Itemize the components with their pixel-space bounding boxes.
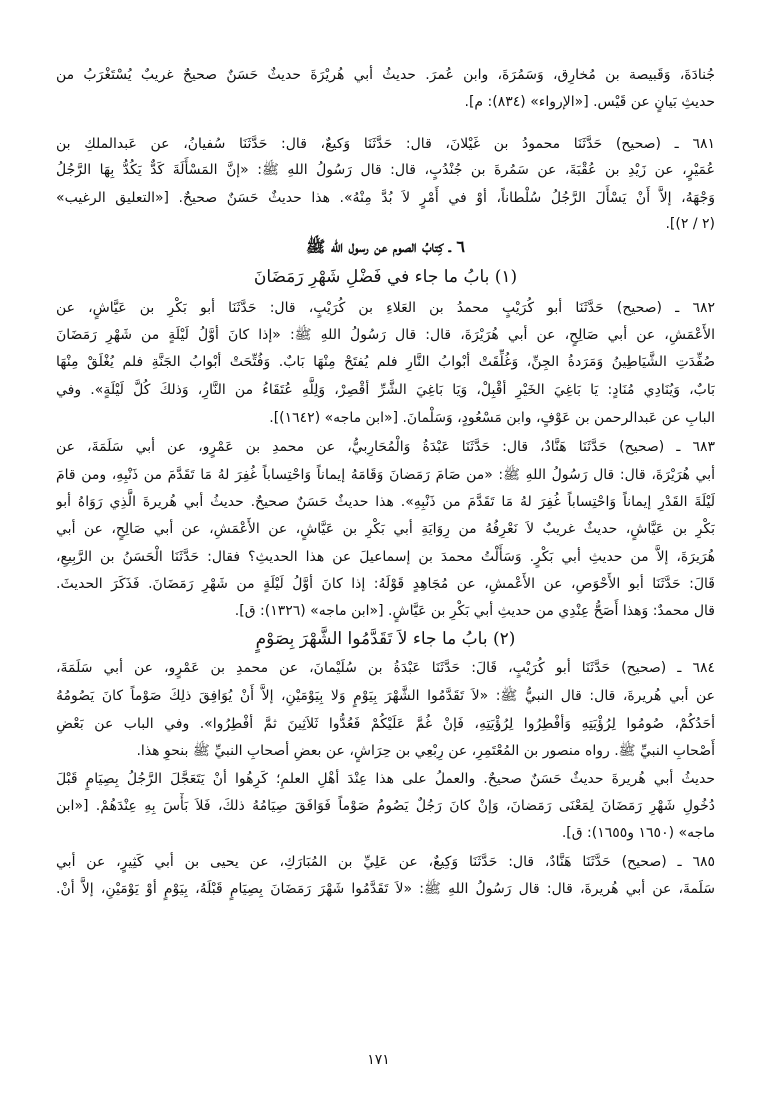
text-line: عن أبي هُريرةَ، قال: قال النبيُّ ﷺ: «لاَ تَقَدَّمُوا الشَّهْرَ بِيَوْمٍ وَلا بِيَوْمَيْنِ، إلاَّ أَنْ يُوَافِقَ ذلِكَ صَوْماً كانَ يَصُومُهُ: [56, 688, 715, 704]
text-line: ماجه» (١٦٥٠ و١٦٥٥): ق].: [561, 825, 715, 841]
book-title: ٦ ـ كِتابُ الصوم عن رسول الله ﷺ: [306, 237, 465, 256]
text-line: دُخُولِ شَهْرِ رَمَضَانَ لِمَعْنَى رَمَضانَ، وَإنْ كانَ رَجُلٌ يَصُومُ صَوْماً فَوَافَقَ صِيَامُهُ ذلكَ، فَلاَ بَأْسَ بِهِ عِنْدَهُمْ. [«ابن: [56, 798, 715, 814]
text-line: هُرَيرَةَ، إلاَّ من حديثِ أبي بَكْرٍ. وَسَأَلْتُ محمدَ بن إسماعيلَ عن هذا الحديثِ؟ فقال: حَدَّثَنَا الْحَسَنُ بن الرَّبِيعِ،: [56, 549, 715, 565]
text-line: ٦٨٤ ـ (صحيح) حَدَّثَنَا أبو كُرَيْبٍ، قَالَ: حَدَّثَنَا عَبْدَةُ بن سُلَيْمانَ، عن محمدِ بن عَمْرٍو، عن أبي سَلَمَةَ،: [56, 660, 715, 676]
text-line: صُفِّدَتِ الشَّيَاطِينُ وَمَرَدةُ الجِنِّ، وَغُلِّقَتْ أبْوابُ النَّارِ فلم يُفتَحْ مِنْهَا بَابٌ. وَفُتِّحَتْ أبْوابُ الجَنَّةِ فلم يُغْلَقْ مِنْهَا: [56, 354, 715, 370]
page-number: ١٧١: [367, 1052, 390, 1068]
text-line: قَالَ: حَدَّثَنَا أبو الأَحْوَصِ، عن الأَعْمشِ، عن مُجَاهِدٍ قَوْلَهُ: إذا كانَ أوَّلُ لَيْلَةٍ من شَهْرِ رَمَضَانَ. فَذَكَرَ الحديثَ.: [56, 576, 715, 592]
text-line: جُنادَةَ، وَقَبيصة بن مُخارِق، وَسَمُرَةَ، وابن عُمرَ. حديثُ أبي هُريْرَةَ حديثٌ حَسَنٌ صحيحٌ غريبٌ يُسْتَغْرَبُ من: [56, 67, 715, 83]
text-line: (٢ / ٢)].: [665, 216, 715, 232]
text-line: أبي هُرَيْرَةَ، قال: قال رَسُولُ اللهِ ﷺ: «من صَامَ رَمَضانَ وَقَامَهُ إيماناً وَاحْتِساباً غُفِرَ لهُ مَا تَقَدَّمَ من ذَنْبِهِ، ومن قامَ: [56, 467, 715, 483]
text-line: ٦٨١ ـ (صحيح) حَدَّثَنَا محمودُ بن غَيْلانَ، قال: حَدَّثَنَا وَكيعٌ، قال: حَدَّثَنَا سُفيانُ، عن عَبدالملكِ بن: [56, 136, 715, 152]
text-line: وَجْهَهُ، إلاَّ أَنْ يَسْأَلَ الرَّجُلُ سُلْطاناً، أوْ في أَمْرٍ لاَ بُدَّ مِنْهُ». هذا حديثٌ حَسَنٌ صحيحٌ. [«التعليق الرغيب»: [56, 190, 715, 206]
text-line: ٦٨٢ ـ (صحيح) حَدَّثَنَا أبو كُرَيْبٍ محمدُ بن العَلاءِ بن كُرَيْبٍ، قال: حَدَّثَنَا أبو بَكْرِ بن عَيَّاشٍ، عن: [56, 300, 715, 316]
text-line: عُمَيْرٍ، عن زَيْدِ بن عُقْبَةَ، عن سَمُرةَ بن جُنْدُبٍ، قال: قال رَسُولُ اللهِ ﷺ: «إنَّ المَسْأَلَةَ كَدٌّ يَكُدُّ بِهَا الرَّجُلُ: [56, 162, 715, 178]
text-line: بَكْرِ بن عَيَّاشٍ، حديثٌ غريبٌ لاَ نَعْرِفُهُ من رِوَايَةِ أبي بَكْرِ بن عَيَّاشٍ، عن الأَعْمَشِ، عن أبي صَالِحٍ، عن أبي: [56, 521, 715, 537]
text-line: بَابٌ، وَيُنَادِي مُنَادٍ: يَا بَاغِيَ الخَيْرِ أقْبِلْ، وَيَا بَاغِيَ الشَّرِّ أقْصِرْ، وَلِلَّهِ عُتَقَاءُ من النَّارِ، وَذلكَ كُلَّ لَيْلَةٍ». وفي: [56, 382, 715, 398]
text-line: سَلَمةَ، عن أبي هُريرةَ، قال: قال رَسُولُ اللهِ ﷺ: «لاَ تَقَدَّمُوا شَهْرَ رَمَضَانَ بِصِيَامٍ قَبْلَهُ، بِيَوْمٍ أوْ يَوْمَيْنِ، إلاَّ أنْ.: [56, 881, 715, 897]
text-line: أحَدُكُمْ، صُومُوا لِرُؤْيَتِهِ وَأفْطِرُوا لِرُؤْيَتِهِ، فَإنْ غُمَّ عَلَيْكُمْ فَعُدُّوا ثَلاَثِينَ ثمَّ أفْطِرُوا». وفي الباب عن بَعْضِ: [56, 716, 715, 732]
text-line: البابِ عن عَبدالرحمن بن عَوْفٍ، وابن مَسْعُودٍ، وَسَلْمانَ. [«ابن ماجه» (١٦٤٢)].: [269, 410, 715, 426]
chapter-heading: (٢) بابُ ما جاء لاَ تَقَدَّمُوا الشَّهْرَ بِصَوْمٍ: [255, 629, 516, 649]
text-line: الأَعْمَشِ، عن أبي صَالِحٍ، عن أبي هُرَيْرَةَ، قال: قال رَسُولُ اللهِ ﷺ: «إذا كانَ أوَّلُ لَيْلَةٍ من شَهْرِ رَمَضَانَ: [56, 327, 715, 343]
text-line: حديثِ بَيانٍ عن قَيْس. [«الإرواء» (٨٣٤): م].: [464, 94, 715, 110]
text-line: ٦٨٣ ـ (صحيح) حَدَّثَنَا هَنَّادٌ، قال: حَدَّثَنَا عَبْدَةُ وَالْمُحَارِبيُّ، عن محمدِ بن عَمْرٍو، عن أبي سَلَمَةَ، عن: [56, 439, 715, 455]
chapter-heading: (١) بابُ ما جاء في فَضْلِ شَهْرِ رَمَضَانَ: [253, 267, 518, 287]
text-line: قال محمدٌ: وَهذا أَصَحُّ عِنْدِي من حديثِ أبي بَكْرِ بن عَيَّاشٍ. [«ابن ماجه» (١٣٢٦): ق].: [234, 603, 715, 619]
text-line: ٦٨٥ ـ (صحيح) حَدَّثَنَا هَنَّادٌ، قال: حَدَّثَنَا وَكِيعٌ، عن عَلِيِّ بن المُبَارَكِ، عن يحيى بن أبي كَثِيرٍ، عن أبي: [56, 854, 715, 870]
text-line: حديثُ أبي هُريرةَ حديثٌ حَسَنٌ صحيحٌ. والعملُ على هذا عِنْدَ أهْلِ العلمِ؛ كَرِهُوا أنْ يَتَعَجَّلَ الرَّجُلُ بِصِيَامٍ قَبْلَ: [56, 771, 715, 787]
text-line: أَصْحابِ النبيِّ ﷺ. رواه منصور بن المُعْتَمِرِ، عن رِبْعِي بن حِرَاشٍ، عن بعضِ أصحابِ النبيِّ ﷺ بنحوِ هذا.: [136, 743, 715, 759]
text-line: لَيْلَةَ القَدْرِ إيماناً وَاحْتِساباً غُفِرَ لهُ مَا تَقَدَّمَ من ذَنْبِهِ». هذا حديثٌ حَسَنٌ صحيحٌ. حديثُ أبي هُريرةَ الَّذِي رَوَاهُ أبو: [56, 494, 715, 510]
